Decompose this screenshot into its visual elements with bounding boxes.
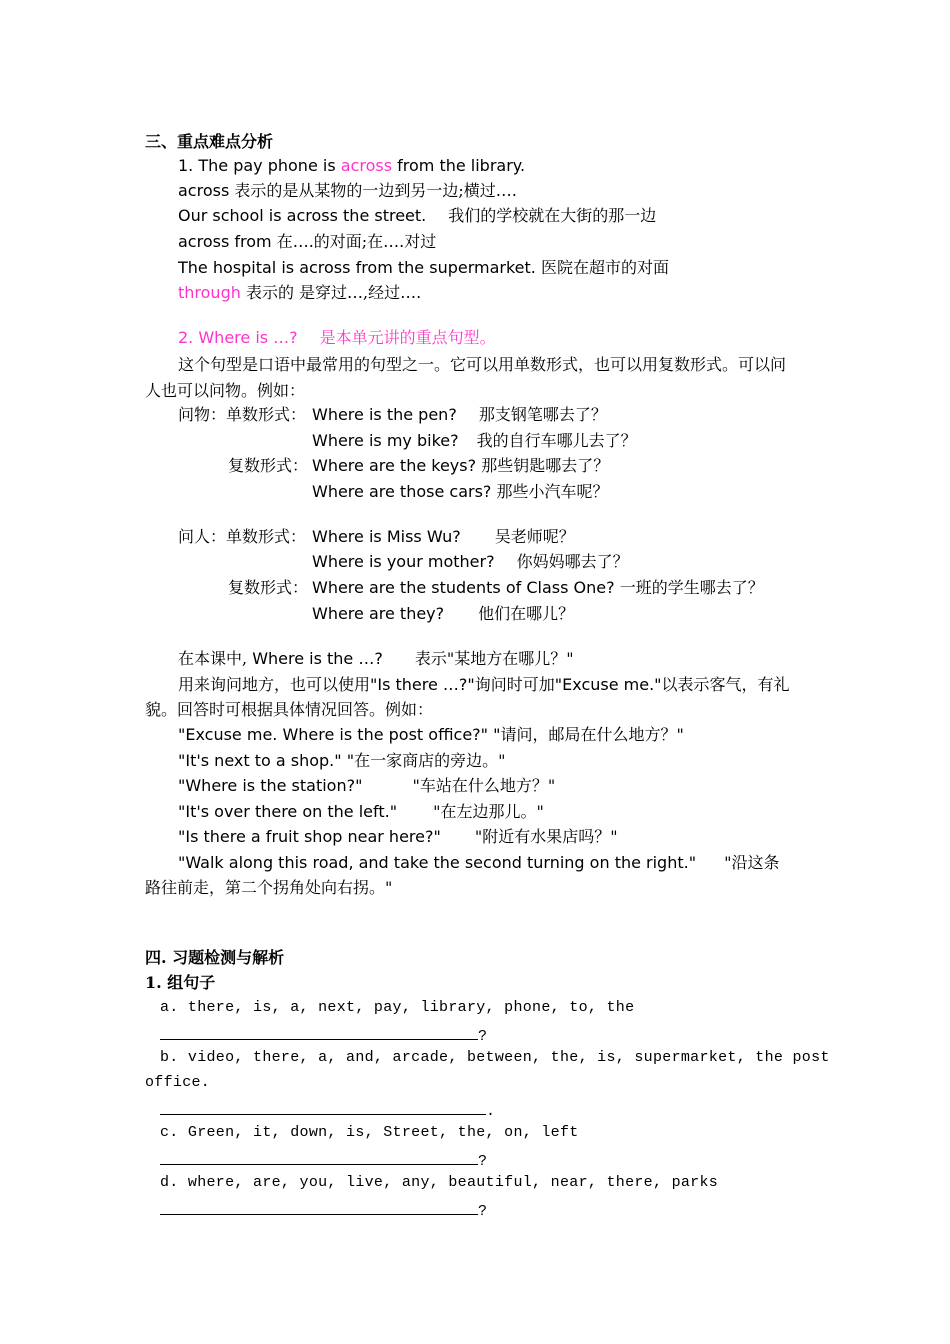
zh-text: "在左边那儿。" <box>433 802 544 821</box>
text: from the library. <box>392 156 526 175</box>
dialogue-line <box>178 751 505 771</box>
example-line <box>312 405 607 425</box>
zh-text: 那些钥匙哪去了？ <box>476 456 610 475</box>
dialogue-line: 路往前走，第二个拐角处向右拐。" <box>145 878 393 897</box>
zh-text: 在本课中, <box>178 649 253 668</box>
blank-line[interactable] <box>160 1023 478 1040</box>
en-text: "Where is the station?" <box>178 776 363 795</box>
question-a: a. there, is, a, next, pay, library, phone, to, the <box>160 999 635 1016</box>
usage-line <box>178 649 574 669</box>
answer-line-b <box>160 1098 495 1122</box>
people-singular-label: 问人：单数形式： <box>178 527 307 546</box>
end-mark: ? <box>478 1028 488 1045</box>
zh-text: 在一家商店的旁边。" <box>354 751 506 770</box>
example-line <box>312 604 574 624</box>
example-line <box>312 456 609 476</box>
zh-text: 吴老师呢？ <box>494 527 575 546</box>
zh-text: 一班的学生哪去了？ <box>614 578 764 597</box>
en-text: across from <box>178 232 272 251</box>
en-text: "It's next to a shop." " <box>178 751 355 770</box>
zh-text: 我的自行车哪儿去了？ <box>476 431 637 450</box>
en-text: Our school is across the street. <box>178 206 427 225</box>
en-text: Where is the …? <box>252 649 383 668</box>
end-mark: ? <box>478 1203 488 1220</box>
en-text: "Is there …?" <box>370 675 475 694</box>
question-b: b. video, there, a, and, arcade, between, the, is, supermarket, the post <box>160 1049 830 1066</box>
zh-text: 那些小汽车呢？ <box>491 482 609 501</box>
dialogue-line <box>178 802 544 822</box>
across-example <box>178 206 656 226</box>
dialogue-line <box>178 776 555 796</box>
example-line <box>312 482 609 502</box>
en-text: "Excuse me." <box>554 675 662 694</box>
things-plural-label: 复数形式： <box>228 456 309 475</box>
en-text: 2. Where is …? <box>178 328 298 347</box>
en-text: Where is the pen? <box>312 405 457 424</box>
people-plural-label: 复数形式： <box>228 578 309 597</box>
zh-text: 请问，邮局在什么地方？" <box>500 725 684 744</box>
example-line <box>312 431 637 451</box>
subsection-heading: 1. 组句子 <box>145 973 216 992</box>
en-text: Where is my bike? <box>312 431 459 450</box>
highlight-word: through <box>178 283 241 302</box>
question-d: d. where, are, you, live, any, beautiful, near, there, parks <box>160 1174 719 1191</box>
text: 1. The pay phone is <box>178 156 341 175</box>
question-c: c. Green, it, down, is, Street, the, on, left <box>160 1124 579 1141</box>
en-text: Where is Miss Wu? <box>312 527 461 546</box>
blank-line[interactable] <box>160 1098 486 1115</box>
end-mark: ? <box>478 1153 488 1170</box>
usage-line <box>178 675 790 695</box>
zh-text: 表示的 是穿过…,经过…. <box>240 283 422 302</box>
example-line <box>312 527 575 547</box>
zh-text: 我们的学校就在大街的那一边 <box>448 206 657 225</box>
zh-text: "附近有水果店吗？" <box>474 827 618 846</box>
zh-text: 医院在超市的对面 <box>535 258 669 277</box>
end-mark: . <box>486 1103 496 1120</box>
section-4-heading: 四. 习题检测与解析 <box>145 948 285 967</box>
things-singular-label: 问物：单数形式： <box>178 405 307 424</box>
across-explanation <box>178 181 517 201</box>
across-from-example <box>178 258 669 278</box>
en-text: across <box>178 181 230 200</box>
blank-line[interactable] <box>160 1198 478 1215</box>
en-text: "It's over there on the left." <box>178 802 398 821</box>
en-text: "Walk along this road, and take the second turning on the right." <box>178 853 697 872</box>
answer-line-c <box>160 1148 487 1172</box>
zh-text: 用来询问地方，也可以使用 <box>178 675 371 694</box>
paragraph-line: 这个句型是口语中最常用的句型之一。它可以用单数形式，也可以用复数形式。可以问 <box>178 355 787 374</box>
across-from-explanation <box>178 232 436 252</box>
dialogue-line <box>178 827 618 847</box>
en-text: Where are they? <box>312 604 445 623</box>
point-2-heading <box>178 328 496 348</box>
zh-text: 是本单元讲的重点句型。 <box>319 328 496 347</box>
answer-line-d <box>160 1198 487 1222</box>
zh-text: 你妈妈哪去了？ <box>516 552 629 571</box>
blank-line[interactable] <box>160 1148 478 1165</box>
zh-text: 表示的是从某物的一边到另一边;横过…. <box>229 181 517 200</box>
dialogue-line <box>178 853 779 873</box>
zh-text: "沿这条 <box>724 853 780 872</box>
zh-text: 询问时可加 <box>474 675 555 694</box>
en-text: Where are those cars? <box>312 482 492 501</box>
en-text: Where is your mother? <box>312 552 495 571</box>
example-line <box>312 552 629 572</box>
section-3-heading: 三、重点难点分析 <box>145 132 274 151</box>
point-1-sentence <box>178 156 525 176</box>
dialogue-line <box>178 725 684 745</box>
zh-text: 表示"某地方在哪儿？" <box>414 649 574 668</box>
zh-text: 他们在哪儿？ <box>478 604 575 623</box>
zh-text: 以表示客气，有礼 <box>661 675 790 694</box>
through-explanation <box>178 283 421 303</box>
en-text: "Is there a fruit shop near here?" <box>178 827 441 846</box>
en-text: "Excuse me. Where is the post office?" " <box>178 725 501 744</box>
paragraph-line: 人也可以问物。例如： <box>145 381 306 400</box>
answer-line-a <box>160 1023 487 1047</box>
example-line <box>312 578 764 598</box>
zh-text: 那支钢笔哪去了？ <box>478 405 607 424</box>
en-text: Where are the students of Class One? <box>312 578 615 597</box>
en-text: Where are the keys? <box>312 456 477 475</box>
zh-text: "车站在什么地方？" <box>412 776 556 795</box>
en-text: The hospital is across from the supermarket. <box>178 258 536 277</box>
highlight-word: across <box>340 156 393 175</box>
usage-line: 貌。回答时可根据具体情况回答。例如： <box>145 700 434 719</box>
question-b-cont: office. <box>145 1074 211 1091</box>
zh-text: 在….的对面;在….对过 <box>271 232 437 251</box>
